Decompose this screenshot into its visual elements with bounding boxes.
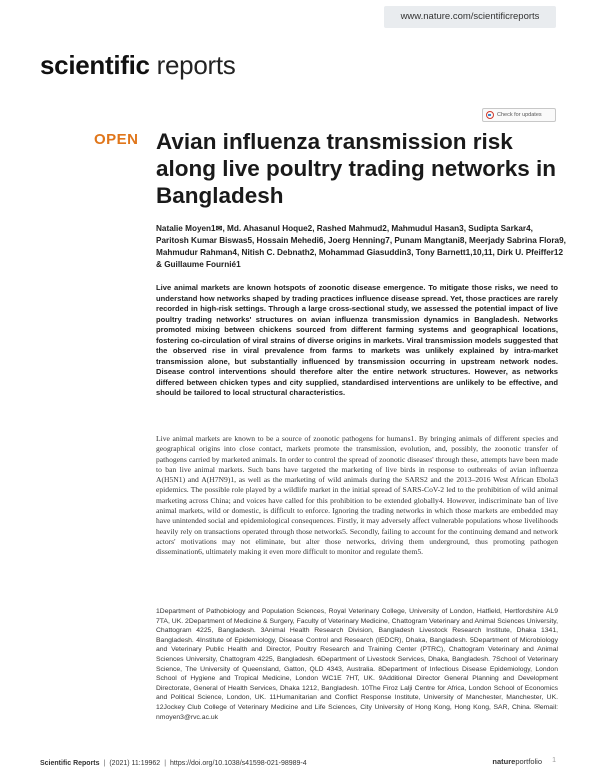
- publisher-light: portfolio: [515, 757, 542, 766]
- abstract: Live animal markets are known hotspots of zoonotic disease emergence. To mitigate those risks, we need to understand how networks shaped by trading practices influence disease spread. Yet, those practices are rarely recorded in high-risk settings. Through a large cross-sectional study, we assessed the potential impact of live poultry trading networks' structures on avian influenza transmission dynamics in Bangladesh. Networks promoted mixing between chickens sourced from different farming systems and geographical locations, fostering co-circulation of viral strains of diverse origins in markets. Viral transmission models suggested that the observed rise in viral prevalence from farms to markets was unlikely explained by intra-market transmission alone, but substantially influenced by transmission occurring in upstream network nodes. Disease control interventions should therefore alter the entire network structures. However, as networks differed between chicken types and city supplied, standardised interventions are unlikely to be effective, and should be tailored to local structural characteristics.: [156, 283, 558, 397]
- journal-brand-logo: [40, 50, 235, 81]
- page-footer: [40, 757, 556, 769]
- check-updates-label: Check for updates: [497, 112, 542, 118]
- affiliations: 1Department of Pathobiology and Population Sciences, Royal Veterinary College, University of London, Hatfield, Hertfordshire AL9 7TA, UK. 2Department of Medicine & Surgery, Faculty of Veterinary Medicine, Chattogram Veterinary and Animal Sciences University, Chattogram 4225, Bangladesh. 3Animal Health Research Division, Bangladesh Livestock Research Institute, Dhaka 1341, Bangladesh. 4Institute of Epidemiology, Disease Control and Research (IEDCR), Dhaka, Bangladesh. 5Department of Microbiology and Veterinary Public Health and Director, Poultry Research and Training Center (PTRC), Chattogram Veterinary and Animal Sciences University, Chattogram 4225, Bangladesh. 6Department of Livestock Services, Dhaka, Bangladesh. 7School of Veterinary Science, The University of Queensland, Gatton, QLD 4343, Australia. 8Department of Infectious Disease Epidemiology, London School of Hygiene and Tropical Medicine, London WC1E 7HT, UK. 9Additional Director General Planning and Development Directorate, General of Health Services, Dhaka 1212, Bangladesh. 10The Firoz Lalji Centre for Africa, London School of Economics and Political Science, London, UK. 11Humanitarian and Conflict Response Institute, University of Manchester, Manchester, UK. 12Jockey Club College of Veterinary Medicine and Life Sciences, City University of Hong Kong, Hong Kong, SAR, China. ✉email: nmoyen3@rvc.ac.uk: [156, 608, 558, 721]
- footer-separator: |: [164, 759, 167, 767]
- journal-url[interactable]: www.nature.com/scientificreports: [384, 6, 556, 28]
- check-for-updates-button[interactable]: [482, 108, 556, 122]
- publisher-logo: [492, 757, 542, 766]
- article-title: Avian influenza transmission risk along live poultry trading networks in Bangladesh: [156, 129, 557, 208]
- brand-bold: scientific: [40, 50, 150, 80]
- footer-journal: Scientific Reports: [40, 759, 100, 767]
- open-access-label: OPEN: [94, 131, 139, 148]
- body-paragraph: Live animal markets are known to be a source of zoonotic pathogens for humans1. By bringing animals of different species and geographical origins into close contact, markets promote the transmission, evolution, and, possibly, the zoonotic transfer of pathogens carried by marketed animals. In order to control the spread of zoonotic diseases' through these, attempts have been made to ban live animal markets. Such bans have targeted the marketing of live birds in response to outbreaks of avian influenza A(H5N1) and A(H7N9)1, as well as the marketing of wild animals during the SARS2 and the 2013–2016 West African Ebola3 epidemics. The possible role played by a wildlife market in the initial spread of SARS-CoV-2 led to the prohibition of wild animal marketing across China; and voices have called for this prohibition to be extended globally4. However, indiscriminate ban of live animal markets, wild or domestic, is difficult to enforce. Ignoring the trading networks in which those markets are embedded may have unintended social and epidemiological consequences. Firstly, it may adversely affect vulnerable populations whose livelihoods heavily rely on transactions operated through those networks5. Secondly, failing to account for the continuing demand and network actors' motivations may not eliminate, but alter those networks, driving them underground, thus promoting pathogen dissemination6, ultimately making it even more difficult to monitor and regulate them5.: [156, 434, 558, 557]
- footer-volume: (2021) 11:19962: [109, 759, 161, 767]
- check-updates-icon: [486, 111, 494, 119]
- brand-light: reports: [156, 50, 236, 80]
- footer-doi-link[interactable]: https://doi.org/10.1038/s41598-021-98989-4: [170, 759, 307, 767]
- publisher-bold: nature: [492, 757, 516, 766]
- author-list: Natalie Moyen1✉, Md. Ahasanul Hoque2, Rashed Mahmud2, Mahmudul Hasan3, Sudipta Sarkar4, Paritosh Kumar Biswas5, Hossain Mehedi6, Joerg Henning7, Punam Mangtani8, Meerjady Sabrina Flora9, Mahmudur Rahman4, Nitish C. Debnath2, Mohammad Giasuddin3, Tony Barnett1,10,11, Dirk U. Pfeiffer12 & Guillaume Fournié1: [156, 224, 566, 269]
- page-number: 1: [552, 757, 556, 764]
- footer-separator: |: [103, 759, 106, 767]
